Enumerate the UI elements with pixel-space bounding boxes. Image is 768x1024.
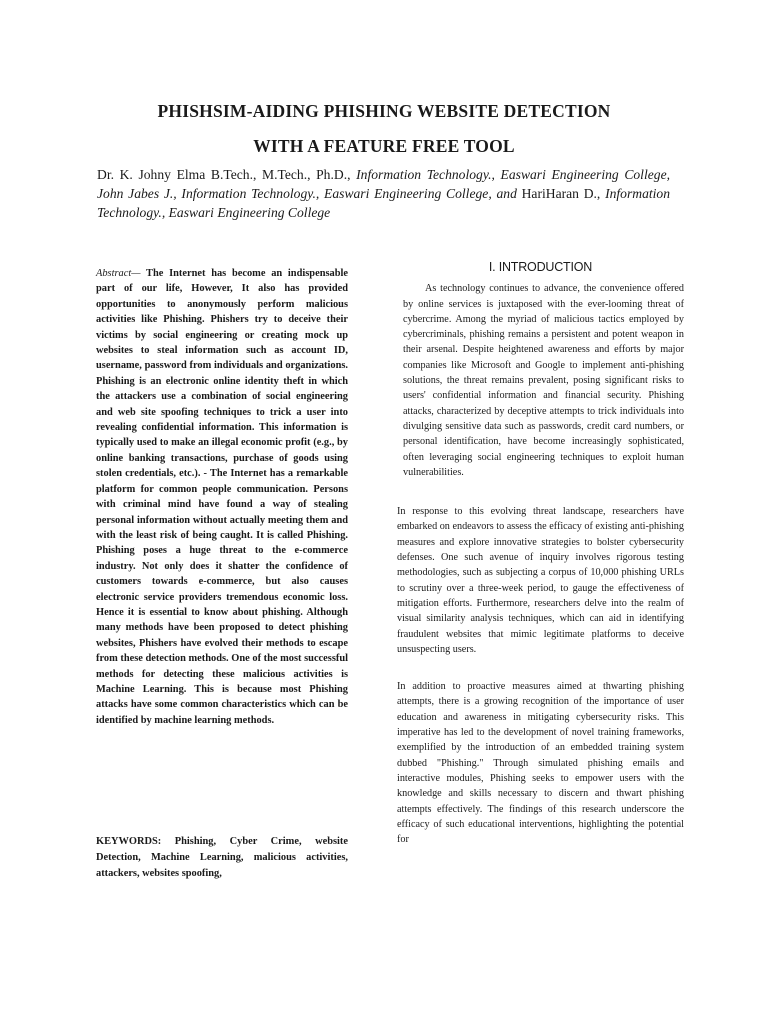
introduction-section — [397, 260, 684, 847]
author-conjunction: and — [496, 186, 522, 202]
intro-paragraph-1: As technology continues to advance, the convenience offered by online services is juxtaposed with the ever-looming threat of cybercrime. Among the myriad of malicious tactics employed by cybercriminals, phishing remains a persistent and potent weapon in their arsenal. Despite heightened awareness and efforts by major companies like Microsoft and Google to implement anti-phishing solutions, the threat remains prevalent, posing significant risks to users' confidential information and financial security. Phishing attacks, characterized by deceptive attempts to trick individuals into divulging sensitive data such as passwords, credit card numbers, or personal identification, have become increasingly sophisticated, often leveraging social engineering techniques to exploit human vulnerabilities. — [403, 283, 684, 478]
author-2-affiliation: Information Technology., Easwari Engineering College — [97, 186, 671, 221]
abstract — [96, 266, 348, 728]
intro-paragraph-3: In addition to proactive measures aimed at thwarting phishing attempts, there is a growing recognition of the importance of user education and awareness in mitigating cybersecurity risks. This imperative has led to the development of novel training frameworks, exemplified by the introduction of an embedded training system dubbed "Phishing." Through simulated phishing emails and interactive modules, Phishing seeks to empower users with the knowledge and skills necessary to discern and thwart phishing attempts effectively. The findings of this research underscore the efficacy of such educational interventions, highlighting the potential for — [397, 681, 684, 846]
keywords: KEYWORDS: Phishing, Cyber Crime, website Detection, Machine Learning, malicious activities, attackers, websites spoofing, — [96, 836, 348, 879]
intro-paragraph-2: In response to this evolving threat landscape, researchers have embarked on endeavors to assess the efficacy of existing anti-phishing measures and explore innovative strategies to bolster cybersecurity defenses. One such avenue of inquiry involves rigorous testing methodologies, such as subjecting a corpus of 10,000 phishing URLs to scrutiny over a three-week period, to gauge the effectiveness of mitigation efforts. Furthermore, researchers delve into the realm of visual similarity analysis techniques, which can aid in identifying fraudulent websites that mimic legitimate platforms to deceive unsuspecting users. — [397, 506, 684, 655]
paper-title-line-1: PHISHSIM-AIDING PHISHING WEBSITE DETECTION — [157, 101, 611, 121]
section-heading: I. INTRODUCTION — [488, 260, 593, 274]
abstract-text: The Internet has become an indispensable part of our life, However, It also has provided opportunities to anonymously perform malicious activities like Phishing. Phishers try to deceive their victims by social engineering or creating mock up websites to steal information such as account ID, username, password from individuals and organizations. Phishing is an electronic online identity theft in which the attackers use a combination of social engineering and web site spoofing techniques to trick a user into revealing confidential information. This information is typically used to make an illegal economic profit (e.g., by online banking transactions, purchase of goods using stolen credentials, etc.). - The Internet has a remarkable platform for common people communication. Persons with criminal mind have found a way of stealing personal information without actually meeting them and with the least risk of being caught. It is called Phishing. Phishing poses a huge threat to the e-commerce industry. Not only does it shatter the confidence of customers towards e-commerce, but also causes electronic service providers tremendous economic loss. Hence it is essential to know about phishing. Although many methods have been proposed to detect phishing websites, Phishers have evolved their methods to escape from these detection methods. One of the most successful methods for detecting these malicious activities is Machine Learning. This is because most Phishing attacks have some common characteristics which can be identified by machine learning methods. — [96, 268, 348, 726]
author-2-name: HariHaran D., — [521, 186, 606, 202]
author-1-affiliation: Information Technology., Easwari Engineering College, John Jabes J., Information Technology., Easwari Engineering College, — [97, 167, 671, 202]
abstract-label: Abstract— — [96, 268, 141, 279]
author-1-name: Dr. K. Johny Elma B.Tech., M.Tech., Ph.D., — [97, 167, 357, 182]
author-block — [97, 165, 670, 223]
paper-title-line-2: WITH A FEATURE FREE TOOL — [253, 136, 515, 156]
